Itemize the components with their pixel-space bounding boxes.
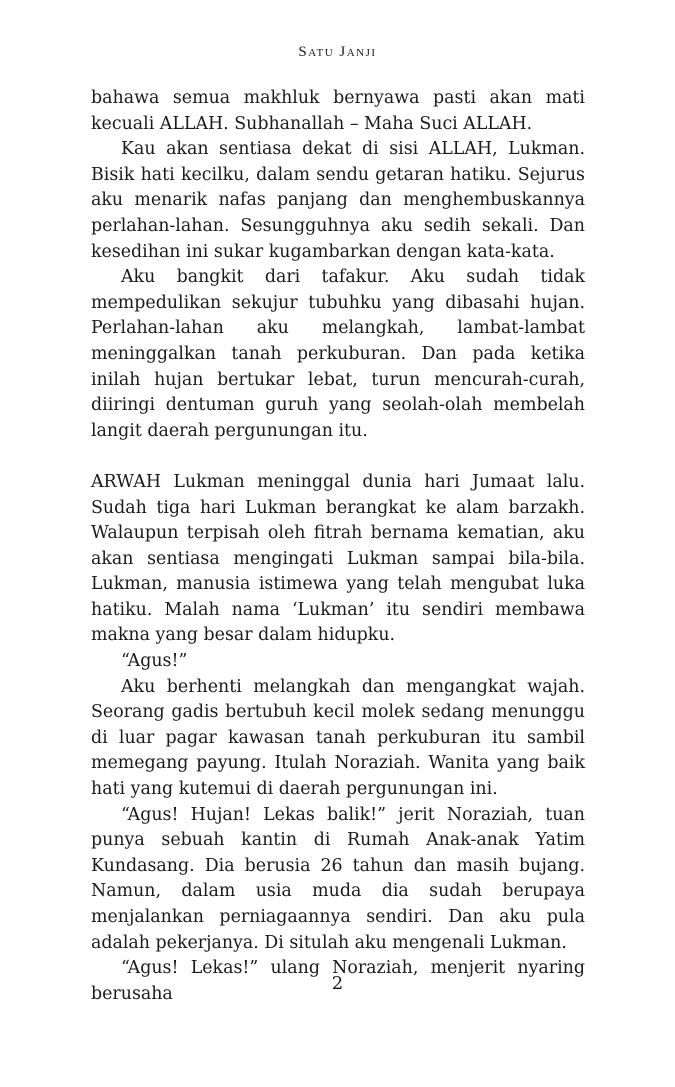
paragraph: Kau akan sentiasa dekat di sisi ALLAH, Lukman. Bisik hati kecilku, dalam sendu getaran hatiku. Sejurus aku menarik nafas panjang dan menghembuskannya perlahan-lahan. Sesungguhnya aku sedih sekali. Dan kesedihan ini sukar kugambarkan dengan kata-kata. [91,139,585,262]
paragraph: Aku bangkit dari tafakur. Aku sudah tidak mempedulikan sekujur tubuhku yang dibasahi hujan. Perlahan-lahan aku melangkah, lambat-lambat meninggalkan tanah perkuburan. Dan pada ketika inilah hujan bertukar lebat, turun mencurah-curah, diiringi dentuman guruh yang seolah-olah membelah langit daerah pergunungan itu. [91,267,585,441]
paragraph-continued: bahawa semua makhluk bernyawa pasti akan mati kecuali ALLAH. Subhanallah – Maha Suci ALLAH. [91,88,585,134]
dialogue-paragraph: “Agus! Lekas!” ulang Noraziah, menjerit nyaring berusaha [91,958,585,1004]
section-opening-paragraph: ARWAH Lukman meninggal dunia hari Jumaat lalu. Sudah tiga hari Lukman berangkat ke alam barzakh. Walaupun terpisah oleh fitrah bernama kematian, aku akan sentiasa mengingati Lukman sampai bila-bila. Lukman, manusia istimewa yang telah mengubat luka hatiku. Malah nama ‘Lukman’ itu sendiri membawa makna yang besar dalam hidupku. [91,471,585,646]
dialogue-paragraph: “Agus! Hujan! Lekas balik!” jerit Noraziah, tuan punya sebuah kantin di Rumah Anak-anak Yatim Kundasang. Dia berusia 26 tahun dan masih bujang. Namun, dalam usia muda dia sudah berupaya menjalankan perniagaannya sendiri. Dan aku pula adalah pekerjanya. Di situlah aku mengenali Lukman. [91,804,585,953]
dialogue-paragraph: “Agus!” [121,651,188,672]
page-body-text [91,86,585,1007]
page-number: 2 [331,973,344,994]
running-header: Satu Janji [298,44,377,60]
section-break [91,444,585,470]
paragraph: Aku berhenti melangkah dan mengangkat wajah. Seorang gadis bertubuh kecil molek sedang menunggu di luar pagar kawasan tanah perkuburan itu sambil memegang payung. Itulah Noraziah. Wanita yang baik hati yang kutemui di daerah pergunungan ini. [91,676,585,800]
